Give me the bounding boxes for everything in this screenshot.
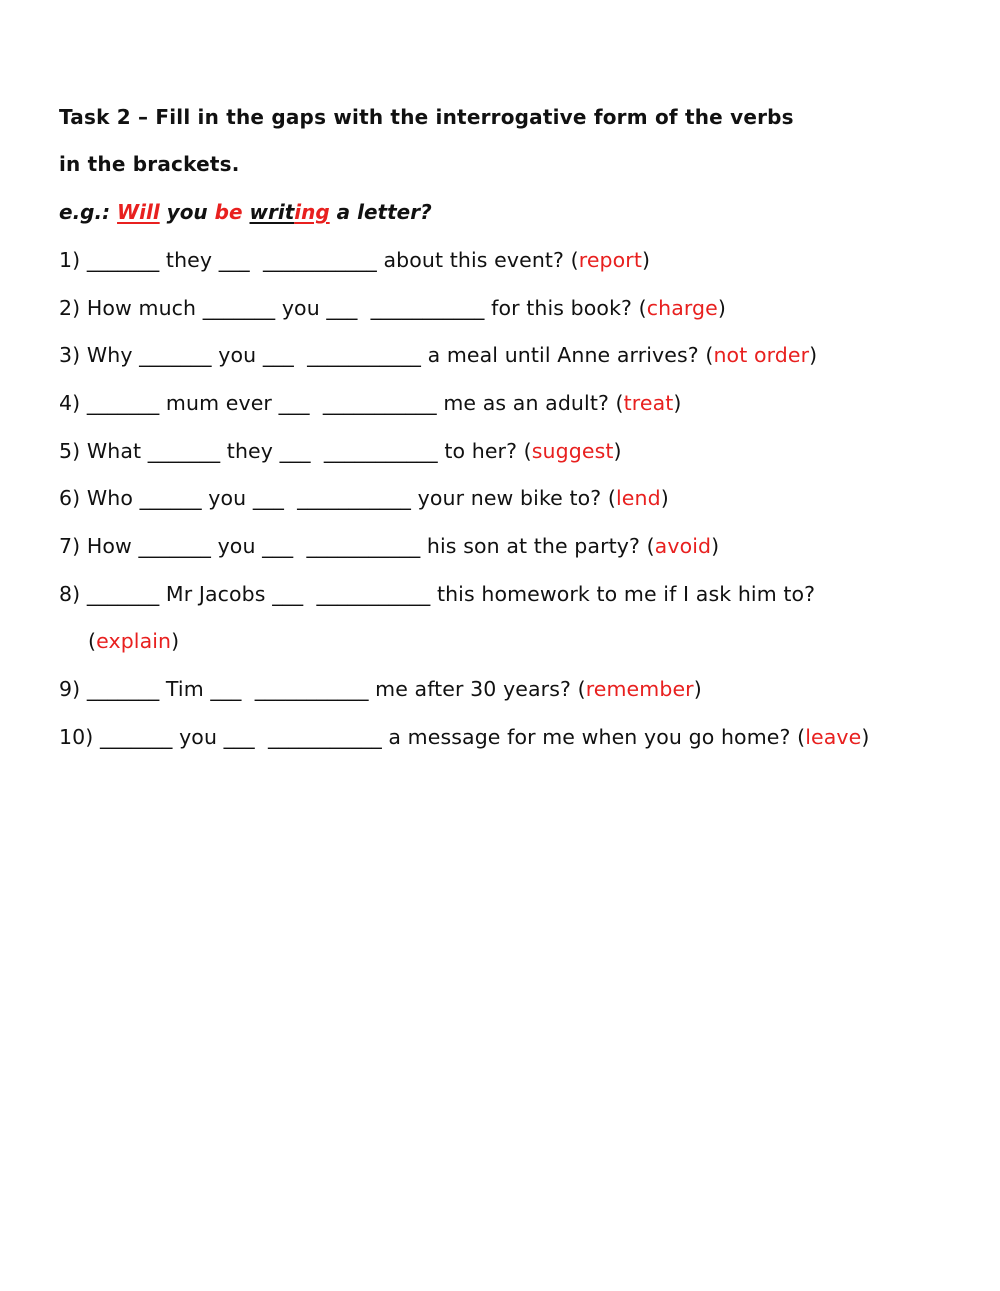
question-text: _______ mum ever ___ ___________ me as an adult? ( xyxy=(80,391,624,415)
question-text: _______ you ___ ___________ a message for me when you go home? ( xyxy=(93,725,806,749)
bracket-close: ) xyxy=(809,343,818,367)
question-number: 4) xyxy=(59,391,81,415)
question-5 xyxy=(59,437,622,465)
bracket-close: ) xyxy=(717,296,726,320)
bracket-close: ) xyxy=(171,629,180,653)
example-suffix: a letter? xyxy=(329,200,432,224)
question-9 xyxy=(59,675,702,703)
question-number: 10) xyxy=(59,725,94,749)
question-text: _______ they ___ ___________ about this event? ( xyxy=(80,248,579,272)
question-number: 2) xyxy=(59,296,81,320)
question-number: 9) xyxy=(59,677,81,701)
question-number: 7) xyxy=(59,534,81,558)
verb-hint: avoid xyxy=(654,534,712,558)
bracket-open: ( xyxy=(88,629,97,653)
verb-hint: remember xyxy=(585,677,694,701)
question-10 xyxy=(59,723,869,751)
question-text: _______ Mr Jacobs ___ ___________ this homework to me if I ask him to? xyxy=(80,582,816,606)
task-title-line-1: Task 2 – Fill in the gaps with the interrogative form of the verbs xyxy=(59,105,794,129)
example-ing: ing xyxy=(294,200,330,224)
question-1 xyxy=(59,246,650,274)
verb-hint: explain xyxy=(96,629,172,653)
question-8-continuation xyxy=(88,627,179,655)
question-number: 8) xyxy=(59,582,81,606)
verb-hint: not order xyxy=(713,343,810,367)
question-2 xyxy=(59,294,726,322)
example-be: be xyxy=(214,200,243,224)
question-number: 5) xyxy=(59,439,81,463)
question-6 xyxy=(59,484,669,512)
bracket-close: ) xyxy=(673,391,682,415)
task-title-line-2: in the brackets. xyxy=(59,152,240,176)
example-space xyxy=(243,200,250,224)
question-4 xyxy=(59,389,682,417)
bracket-close: ) xyxy=(641,248,651,272)
question-text: What _______ they ___ ___________ to her? ( xyxy=(80,439,532,463)
example-writ: writ xyxy=(249,200,295,224)
verb-hint: treat xyxy=(623,391,674,415)
verb-hint: report xyxy=(578,248,642,272)
question-3 xyxy=(59,341,817,369)
question-text: How much _______ you ___ ___________ for this book? ( xyxy=(80,296,647,320)
question-number: 3) xyxy=(59,343,81,367)
example-will: Will xyxy=(117,200,160,224)
question-text: How _______ you ___ ___________ his son at the party? ( xyxy=(80,534,655,558)
example-prefix: e.g.: xyxy=(59,200,118,224)
verb-hint: lend xyxy=(616,486,661,510)
bracket-close: ) xyxy=(861,725,870,749)
verb-hint: leave xyxy=(805,725,862,749)
question-number: 1) xyxy=(59,248,81,272)
example-sentence xyxy=(59,198,432,226)
question-text: Who ______ you ___ ___________ your new bike to? ( xyxy=(80,486,616,510)
example-you: you xyxy=(159,200,215,224)
question-7 xyxy=(59,532,719,560)
question-number: 6) xyxy=(59,486,81,510)
verb-hint: suggest xyxy=(531,439,614,463)
bracket-close: ) xyxy=(711,534,720,558)
question-8 xyxy=(59,580,815,608)
bracket-close: ) xyxy=(693,677,702,701)
bracket-close: ) xyxy=(660,486,669,510)
question-text: _______ Tim ___ ___________ me after 30 years? ( xyxy=(80,677,586,701)
question-text: Why _______ you ___ ___________ a meal until Anne arrives? ( xyxy=(80,343,714,367)
verb-hint: charge xyxy=(646,296,718,320)
bracket-close: ) xyxy=(613,439,622,463)
